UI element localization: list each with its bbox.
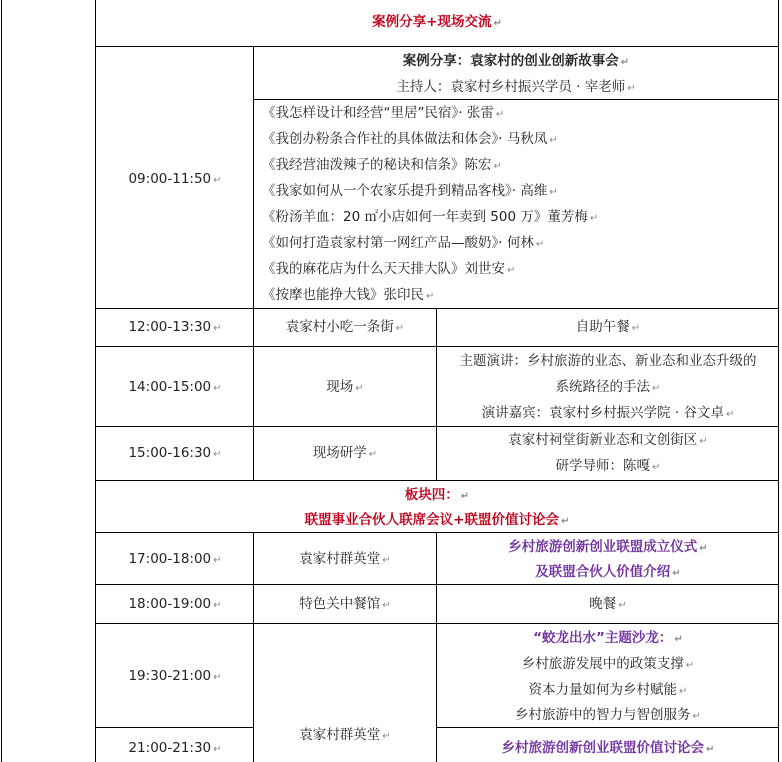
border-line <box>253 99 779 100</box>
border-line <box>95 308 779 309</box>
list-item: 《粉汤羊血：20 ㎡小店如何一年卖到 500 万》董芳梅 ↵ <box>262 209 599 225</box>
border-line <box>95 426 779 427</box>
content-cell: 乡村旅游发展中的政策支撑 ↵ <box>521 656 695 672</box>
border-line <box>253 46 254 480</box>
border-line <box>253 532 254 762</box>
section-header: 案例分享+现场交流 ↵ <box>372 14 502 30</box>
content-cell: 及联盟合伙人价值介绍 ↵ <box>535 564 681 580</box>
list-item: 《按摩也能挣大钱》张印民 ↵ <box>262 287 435 303</box>
content-cell: 系统路径的手法 ↵ <box>555 379 661 395</box>
time-cell: 12:00-13:30 ↵ <box>128 319 222 335</box>
content-cell: 主题演讲：乡村旅游的业态、新业态和业态升级的 <box>459 353 757 369</box>
content-cell: 资本力量如何为乡村赋能 ↵ <box>528 682 688 698</box>
place-cell: 现场 ↵ <box>326 379 364 395</box>
border-line <box>95 727 253 728</box>
time-cell: 17:00-18:00 ↵ <box>128 551 222 567</box>
content-cell: 研学导师：陈嘎 ↵ <box>555 458 661 474</box>
content-cell: 乡村旅游中的智力与智创服务 ↵ <box>515 707 701 723</box>
place-cell: 特色关中餐馆 ↵ <box>299 596 391 612</box>
border-line <box>95 480 779 481</box>
list-item: 《我经营油泼辣子的秘诀和信条》陈宏 ↵ <box>262 157 502 173</box>
list-item: 《我的麻花店为什么天天排大队》刘世安 ↵ <box>262 261 516 277</box>
content-cell: “蛟龙出水”主题沙龙： ↵ <box>533 630 683 646</box>
list-item: 《我创办粉条合作社的具体做法和体会》· 马秋凤 ↵ <box>262 131 558 147</box>
border-line <box>778 0 779 762</box>
block-title: 板块四： ↵ <box>404 487 470 503</box>
content-cell: 乡村旅游创新创业联盟价值讨论会 ↵ <box>501 740 715 756</box>
block-subtitle: 联盟事业合伙人联席会议+联盟价值讨论会 ↵ <box>304 512 570 528</box>
border-line <box>95 584 779 585</box>
border-line <box>1 0 2 762</box>
content-cell: 乡村旅游创新创业联盟成立仪式 ↵ <box>508 539 708 555</box>
time-cell: 21:00-21:30 ↵ <box>128 740 222 756</box>
place-cell: 袁家村群英堂 ↵ <box>299 727 391 743</box>
content-cell: 自助午餐 ↵ <box>575 319 641 335</box>
border-line <box>95 346 779 347</box>
time-cell: 19:30-21:00 ↵ <box>128 668 222 684</box>
list-item: 《如何打造袁家村第一网红产品—酸奶》· 何林 ↵ <box>262 235 545 251</box>
content-cell: 演讲嘉宾：袁家村乡村振兴学院 · 谷文卓 ↵ <box>481 405 735 421</box>
time-cell: 15:00-16:30 ↵ <box>128 445 222 461</box>
border-line <box>95 46 779 47</box>
time-cell: 14:00-15:00 ↵ <box>128 379 222 395</box>
border-line <box>95 532 779 533</box>
border-line <box>95 623 779 624</box>
case-title: 案例分享：袁家村的创业创新故事会 ↵ <box>402 53 630 69</box>
content-cell: 晚餐 ↵ <box>589 596 627 612</box>
time-cell: 09:00-11:50 ↵ <box>128 171 222 187</box>
time-cell: 18:00-19:00 ↵ <box>128 596 222 612</box>
border-line <box>436 308 437 480</box>
list-item: 《我怎样设计和经营“里居”民宿》· 张雷 ↵ <box>262 105 505 121</box>
border-line <box>436 727 779 728</box>
list-item: 《我家如何从一个农家乐提升到精品客栈》· 高维 ↵ <box>262 183 558 199</box>
place-cell: 袁家村群英堂 ↵ <box>299 551 391 567</box>
border-line <box>95 0 96 762</box>
place-cell: 袁家村小吃一条街 ↵ <box>285 319 405 335</box>
place-cell: 现场研学 ↵ <box>312 445 378 461</box>
case-host: 主持人：袁家村乡村振兴学员 · 宰老师 ↵ <box>396 79 636 95</box>
content-cell: 袁家村祠堂街新业态和文创街区 ↵ <box>508 432 708 448</box>
